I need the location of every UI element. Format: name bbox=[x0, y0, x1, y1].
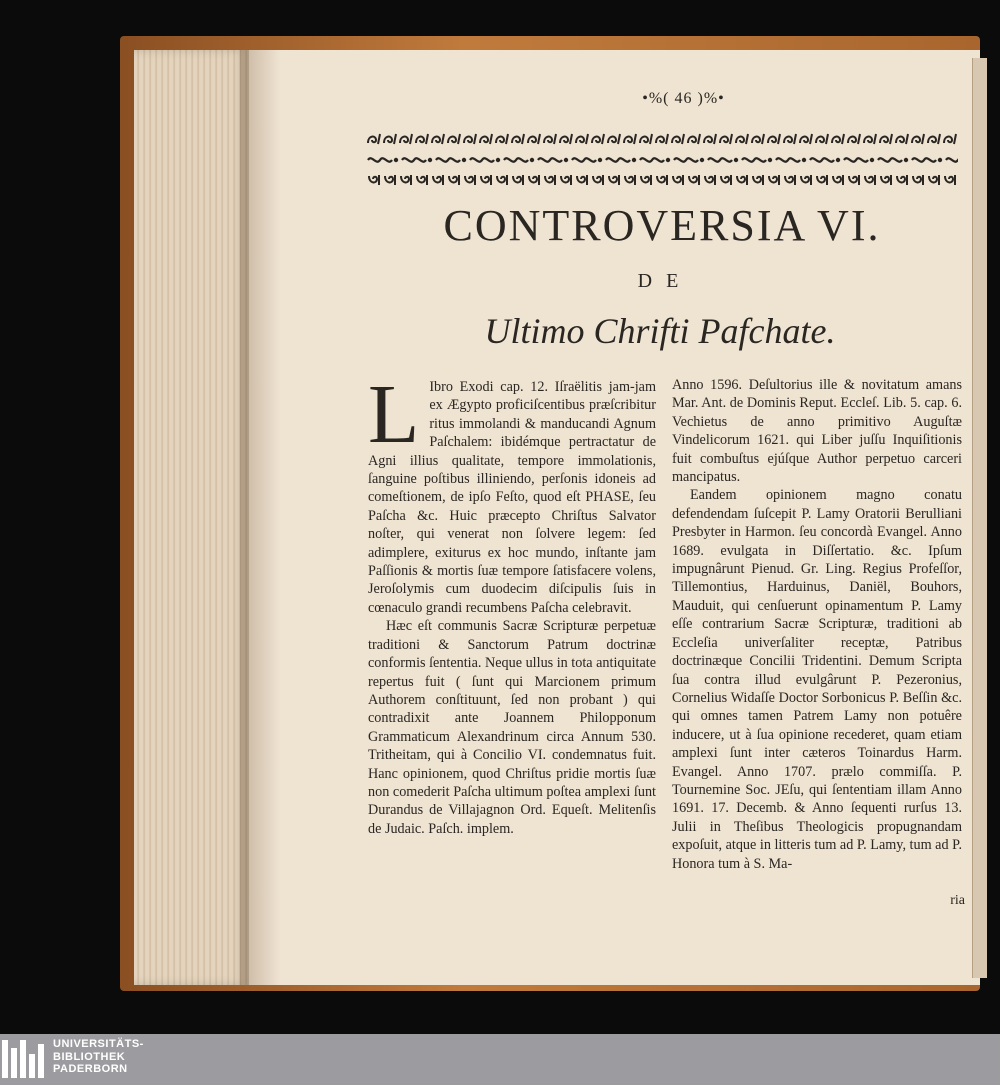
ornament-band-bottom bbox=[366, 173, 958, 187]
library-logo-text bbox=[53, 1038, 144, 1076]
ornament-row-3 bbox=[366, 173, 958, 187]
right-paragraph-1: Anno 1596. Deſultorius ille & novitatum amans Mar. Ant. de Dominis Reput. Eccleſ. Lib. 5. cap. 6. Vechietus de anno primitivo Auguſtæ Vindelicorum 1621. qui Liber juſſu Inquiſitionis fuit combuſtus ejúſque Author perpetuo carceri mancipatus. bbox=[672, 377, 962, 486]
chapter-title-de: DE bbox=[637, 270, 693, 292]
page-right-edge bbox=[972, 58, 987, 978]
page-stack-edges bbox=[134, 50, 249, 985]
ornament-band-middle bbox=[366, 153, 958, 167]
catchword: ria bbox=[950, 893, 965, 908]
logo-line-3: PADERBORN bbox=[53, 1063, 128, 1075]
page-gutter-shadow bbox=[240, 50, 280, 985]
left-paragraph-2: Hæc eſt communis Sacræ Scripturæ perpetuæ traditioni & Sanctorum Patrum doctrinæ conformis ſententia. Neque ullus in tota antiquitate repertus fuit ( ſunt qui Marcionem primum Authorem conſtituunt, ſed non probant ) qui contradixit ante Joannem Philopponum Grammaticum Alexandrinum circa Annum 530. Tritheitam, qui à Concilio VI. condemnatus fuit. Hanc opinionem, quod Chriſtus pridie mortis ſuæ non comederit Paſcha ultimum poſtea amplexi ſunt Durandus de Villajagnon Ord. Equeſt. Melitenſis de Judaic. Paſch. implem. bbox=[368, 618, 657, 837]
chapter-title: CONTROVERSIA VI. bbox=[443, 201, 881, 250]
drop-cap: L bbox=[368, 368, 420, 461]
page-number: •%( 46 )%• bbox=[642, 90, 725, 107]
library-footer bbox=[0, 1034, 1000, 1085]
ornament-band-top bbox=[366, 132, 958, 146]
right-paragraph-2: Eandem opinionem magno conatu defendendam ſuſcepit P. Lamy Oratorii Berulliani Presbyter in Harmon. ſeu concordà Evangel. Anno 1689. evulgata in Diſſertatio. &c. Ipſum impugnârunt Pienud. Gr. Ling. Regius Profeſſor, Tillemontius, Harduinus, Daniël, Bouhors, Mauduit, qui cenſuerunt opinamentum P. Lamy eſſe contrarium Sacræ Scripturæ, traditioni ab Eccleſia univerſaliter receptæ, Patribus doctrinæque Concilii Tridentini. Demum Scripta ſua contra illud evulgârunt P. Pezeronius, Cornelius Widaſſe Doctor Sorbonicus P. Beſſin &c. qui omnes tamen Patrem Lamy non potuêre inducere, ut à ſua opinione recederet, quam etiam amplexi ſunt inter cæteros Toinardus Harm. Evangel. Anno 1707. prælo commiſſa. P. Tournemine Soc. JEſu, qui ſententiam illam Anno 1691. 17. Decemb. & Anno ſequenti rurſus 13. Julii in Theſibus Theologicis propugnandam expoſuit, atque in litteris tum ad P. Lamy, tum ad P. Honora tum à S. Ma- bbox=[672, 487, 962, 872]
ornament-row-1 bbox=[366, 132, 958, 146]
chapter-subtitle: Ultimo Chrifti Pafchate. bbox=[484, 311, 836, 351]
left-text-column bbox=[368, 368, 657, 838]
logo-line-2: BIBLIOTHEK bbox=[53, 1050, 126, 1063]
left-paragraph-1: Ibro Exodi cap. 12. Iſraëlitis jam-jam ex Ægypto proficiſcentibus præſcribitur ritus immolandi & manducandi Agnum Paſchalem: ibidémque pertractatur de Agni illius qualitate, tempore immolationis, ſanguine poſtibus illiniendo, perſonis idoneis ad comeſtionem, de ipſo Feſto, quod eſt PHASE, ſeu Paſcha &c. Huic præcepto Chriſtus Salvator noſter, qui venerat non ſolvere legem: ſed adimplere, exiturus ex hoc mundo, inſtante jam Paſſionis & mortis ſuæ tempore ſatisfacere volens, Jeroſolymis cum duodecim diſcipulis ſuis in cœnaculo grandi recumbens Paſcha celebravit. bbox=[368, 379, 656, 616]
ornament-row-2 bbox=[366, 153, 958, 167]
logo-line-1: UNIVERSITÄTS- bbox=[53, 1038, 144, 1050]
right-text-column bbox=[672, 376, 962, 873]
library-logo-icon bbox=[2, 1040, 48, 1078]
